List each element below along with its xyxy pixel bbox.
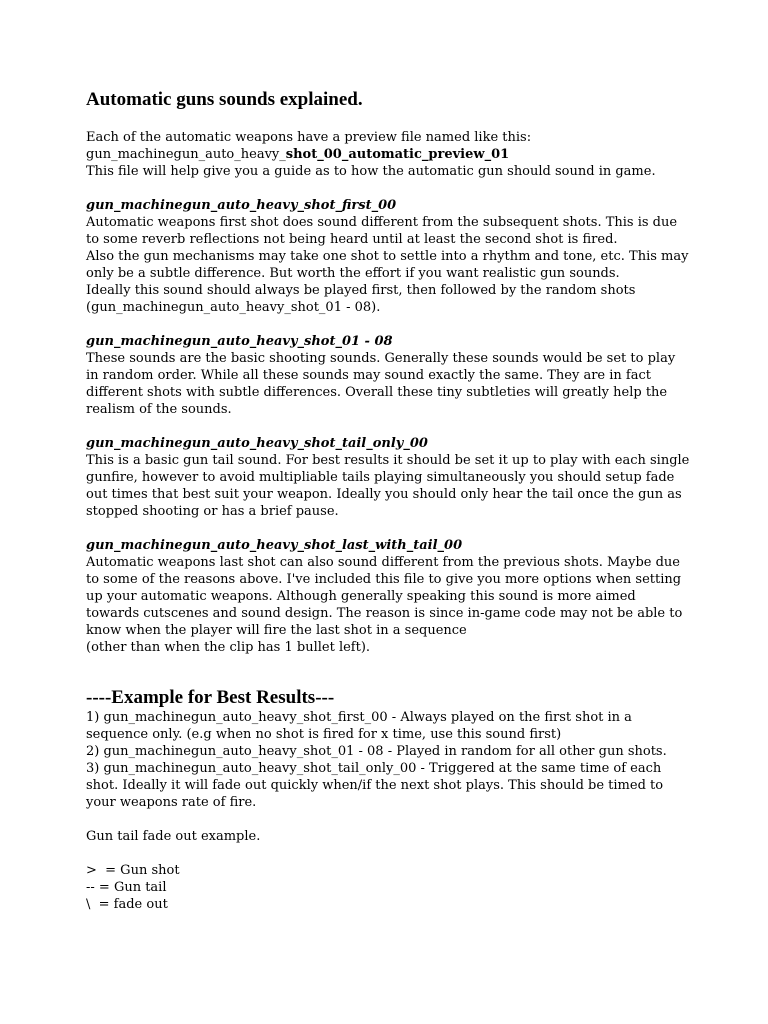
fade-example-title: Gun tail fade out example. bbox=[86, 829, 261, 844]
section-line: realism of the sounds. bbox=[86, 402, 232, 417]
document-title: Automatic guns sounds explained. bbox=[86, 89, 363, 110]
intro-line: Each of the automatic weapons have a preview file named like this: bbox=[86, 130, 532, 145]
example-line: shot. Ideally it will fade out quickly when/if the next shot plays. This should be timed to bbox=[86, 778, 664, 793]
section-heading: gun_machinegun_auto_heavy_shot_01 - 08 bbox=[86, 334, 393, 349]
section-line: different shots with subtle differences. Overall these tiny subtleties will greatly help the bbox=[86, 385, 668, 400]
legend-fade-out: \ = fade out bbox=[86, 897, 168, 912]
example-line: your weapons rate of fire. bbox=[86, 795, 257, 810]
example-heading: ----Example for Best Results--- bbox=[86, 687, 335, 708]
section-line: out times that best suit your weapon. Ideally you should only hear the tail once the gun as bbox=[86, 487, 682, 502]
intro-paragraph bbox=[86, 129, 708, 180]
preview-filename bbox=[86, 146, 708, 163]
section-line: towards cutscenes and sound design. The reason is since in-game code may not be able to bbox=[86, 606, 683, 621]
fade-legend bbox=[86, 862, 708, 913]
spacer bbox=[86, 656, 708, 687]
section-line: Automatic weapons last shot can also sound different from the previous shots. Maybe due bbox=[86, 555, 681, 570]
section-line: to some reverb reflections not being heard until at least the second shot is fired. bbox=[86, 232, 618, 247]
section-heading: gun_machinegun_auto_heavy_shot_last_with_tail_00 bbox=[86, 538, 463, 553]
section-line: up your automatic weapons. Although generally speaking this sound is more aimed bbox=[86, 589, 636, 604]
legend-gun-shot: > = Gun shot bbox=[86, 863, 180, 878]
section-line: Also the gun mechanisms may take one shot to settle into a rhythm and tone, etc. This may bbox=[86, 249, 689, 264]
section-tail-only bbox=[86, 435, 708, 520]
section-heading: gun_machinegun_auto_heavy_shot_tail_only_00 bbox=[86, 436, 428, 451]
preview-filename-prefix: gun_machinegun_auto_heavy_ bbox=[86, 147, 286, 162]
legend-gun-tail: -- = Gun tail bbox=[86, 880, 167, 895]
section-line: These sounds are the basic shooting sounds. Generally these sounds would be set to play bbox=[86, 351, 676, 366]
section-shot-first bbox=[86, 197, 708, 316]
section-line: stopped shooting or has a brief pause. bbox=[86, 504, 339, 519]
section-shot-random bbox=[86, 333, 708, 418]
section-line: (gun_machinegun_auto_heavy_shot_01 - 08). bbox=[86, 300, 381, 315]
preview-filename-bold: shot_00_automatic_preview_01 bbox=[285, 147, 510, 162]
section-line: gunfire, however to avoid multipliable tails playing simultaneously you should setup fade bbox=[86, 470, 675, 485]
section-line: This is a basic gun tail sound. For best results it should be set it up to play with each single bbox=[86, 453, 690, 468]
section-line: (other than when the clip has 1 bullet left). bbox=[86, 640, 371, 655]
intro-line: This file will help give you a guide as to how the automatic gun should sound in game. bbox=[86, 164, 656, 179]
fade-example-title-block bbox=[86, 828, 708, 845]
example-line: 2) gun_machinegun_auto_heavy_shot_01 - 08 - Played in random for all other gun shots. bbox=[86, 744, 667, 759]
section-line: Ideally this sound should always be played first, then followed by the random shots bbox=[86, 283, 636, 298]
example-line: 3) gun_machinegun_auto_heavy_shot_tail_only_00 - Triggered at the same time of each bbox=[86, 761, 662, 776]
section-heading: gun_machinegun_auto_heavy_shot_first_00 bbox=[86, 198, 397, 213]
section-line: to some of the reasons above. I've included this file to give you more options when setting bbox=[86, 572, 682, 587]
example-list bbox=[86, 709, 708, 811]
section-line: know when the player will fire the last shot in a sequence bbox=[86, 623, 467, 638]
section-line: in random order. While all these sounds may sound exactly the same. They are in fact bbox=[86, 368, 651, 383]
example-line: sequence only. (e.g when no shot is fired for x time, use this sound first) bbox=[86, 727, 562, 742]
section-line: only be a subtle difference. But worth the effort if you want realistic gun sounds. bbox=[86, 266, 620, 281]
section-last-with-tail bbox=[86, 537, 708, 656]
example-line: 1) gun_machinegun_auto_heavy_shot_first_00 - Always played on the first shot in a bbox=[86, 710, 632, 725]
section-line: Automatic weapons first shot does sound different from the subsequent shots. This is due bbox=[86, 215, 678, 230]
